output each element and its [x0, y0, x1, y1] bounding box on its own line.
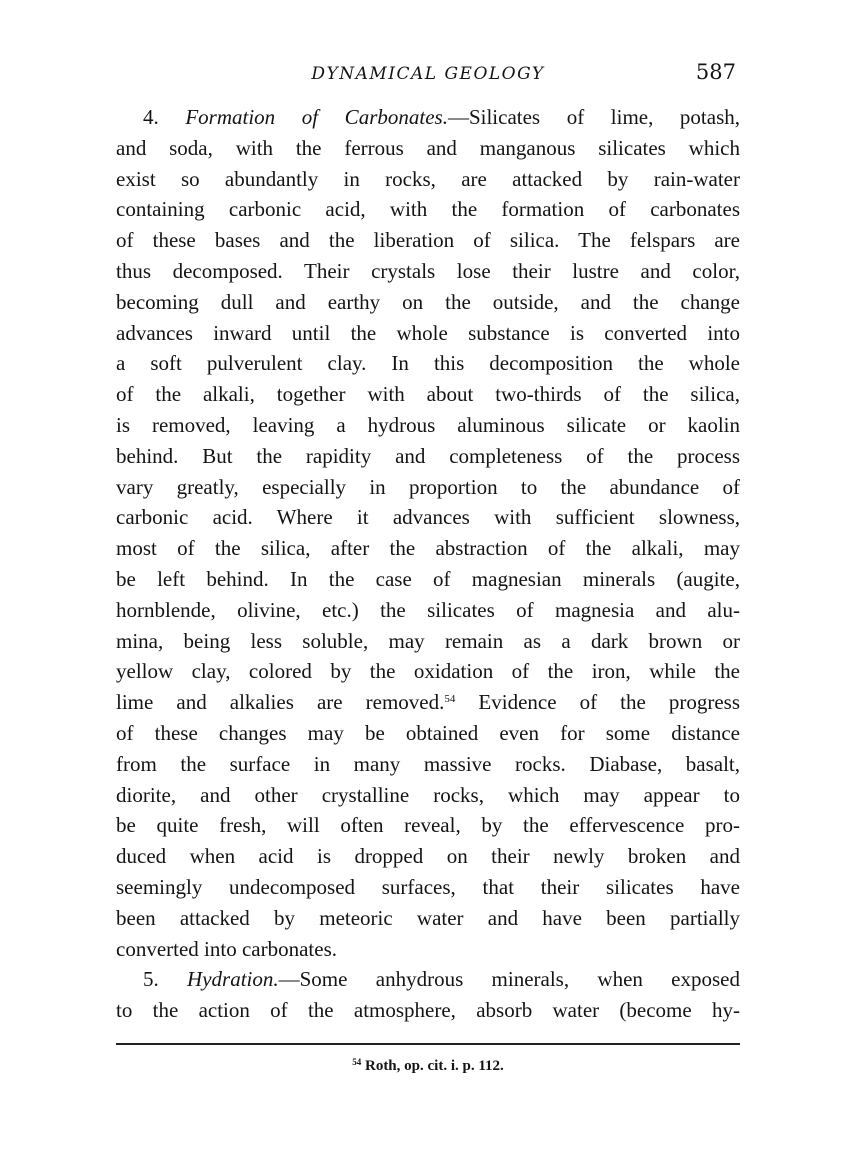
text-line: vary greatly, especially in proportion to the abundance of — [116, 474, 740, 499]
page-number: 587 — [695, 60, 736, 84]
text-line: is removed, leaving a hydrous aluminous silicate or kaolin — [116, 412, 740, 437]
em-dash: — — [447, 105, 469, 129]
text-line: containing carbonic acid, with the formation of carbonates — [116, 197, 740, 222]
text-line: to the action of the atmosphere, absorb water (become hy- — [116, 998, 740, 1023]
text-line: of these bases and the liberation of silica. The felspars are — [116, 228, 740, 253]
text-line: behind. But the rapidity and completeness of the process — [116, 443, 740, 468]
text-line: converted into carbonates. — [116, 936, 337, 961]
text-line — [116, 102, 740, 133]
line-text: Evidence of the progress — [455, 690, 740, 715]
paragraph-number: 5. — [143, 967, 159, 992]
text-line: hornblende, olivine, etc.) the silicates of magnesia and alu- — [116, 597, 740, 622]
text-line: yellow clay, colored by the oxidation of the iron, while the — [116, 659, 740, 684]
text-line: a soft pulverulent clay. In this decomposition the whole — [116, 351, 740, 376]
text-line: be left behind. In the case of magnesian minerals (augite, — [116, 566, 740, 591]
text-line: carbonic acid. Where it advances with sufficient slowness, — [116, 505, 740, 530]
line-text: Some anhydrous minerals, when exposed — [299, 967, 740, 992]
footnote-divider — [116, 1043, 740, 1045]
footnote — [116, 1058, 740, 1075]
text-line — [116, 687, 740, 718]
paragraph-number: 4. — [143, 105, 159, 129]
text-line — [116, 964, 740, 995]
em-dash: — — [278, 967, 300, 992]
body-text — [116, 102, 740, 1026]
text-line: of these changes may be obtained even for some distance — [116, 720, 740, 745]
text-line: and soda, with the ferrous and manganous silicates which — [116, 135, 740, 160]
running-title: DYNAMICAL GEOLOGY — [311, 64, 545, 84]
footnote-marker: 54 — [352, 1057, 362, 1067]
text-line: been attacked by meteoric water and have been partially — [116, 905, 740, 930]
text-line: duced when acid is dropped on their newly broken and — [116, 844, 740, 869]
text-line: be quite fresh, will often reveal, by the effervescence pro- — [116, 813, 740, 838]
text-line: mina, being less soluble, may remain as a dark brown or — [116, 628, 740, 653]
text-line: advances inward until the whole substance is converted into — [116, 320, 740, 345]
text-line: of the alkali, together with about two-thirds of the silica, — [116, 382, 740, 407]
text-line: from the surface in many massive rocks. Diabase, basalt, — [116, 751, 740, 776]
footnote-text: Roth, op. cit. i. p. 112. — [361, 1058, 504, 1074]
paragraph-heading: Hydration. — [187, 967, 279, 992]
text-line: diorite, and other crystalline rocks, which may appear to — [116, 782, 740, 807]
page-header — [116, 60, 740, 94]
footnote-reference[interactable]: 54 — [444, 693, 456, 706]
text-line: most of the silica, after the abstraction of the alkali, may — [116, 536, 740, 561]
text-line: becoming dull and earthy on the outside, and the change — [116, 289, 740, 314]
paragraph-heading: Formation of Carbonates. — [185, 105, 448, 129]
text-line: thus decomposed. Their crystals lose their lustre and color, — [116, 258, 740, 283]
text-line: exist so abundantly in rocks, are attacked by rain-water — [116, 166, 740, 191]
text-line: seemingly undecomposed surfaces, that their silicates have — [116, 874, 740, 899]
line-text: lime and alkalies are removed. — [116, 690, 445, 715]
line-text: Silicates of lime, potash, — [468, 105, 741, 129]
